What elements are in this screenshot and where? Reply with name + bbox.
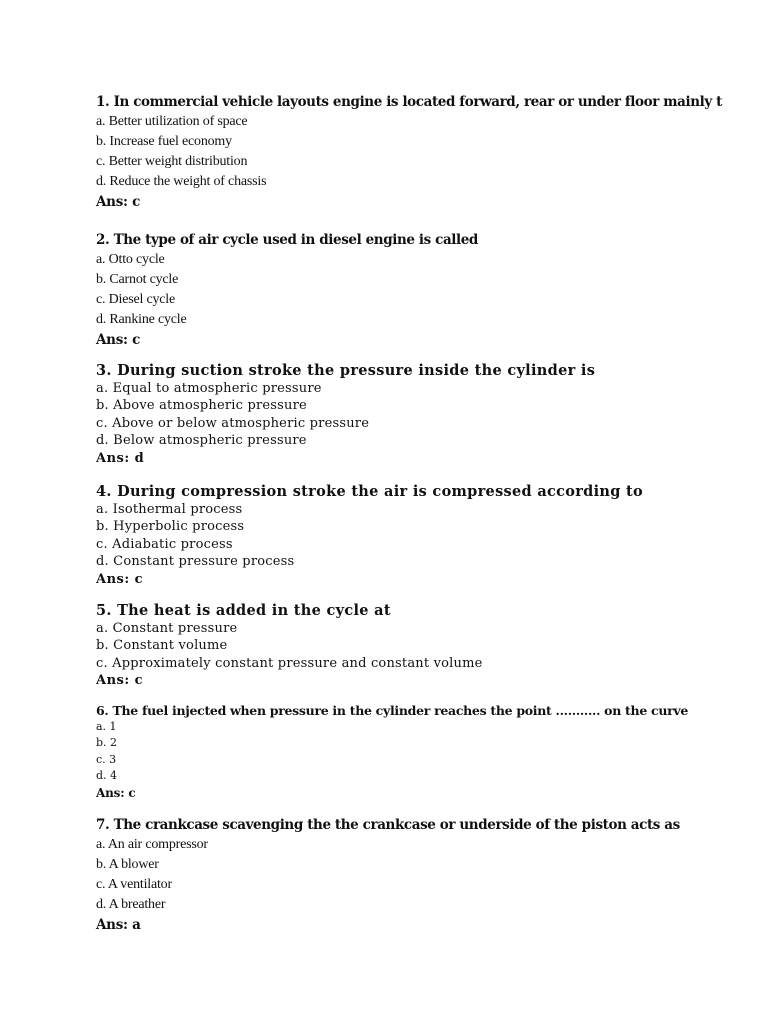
answer: Ans: c (96, 194, 140, 210)
question-2 (96, 230, 746, 350)
question-1 (96, 92, 746, 212)
option-d: d. Constant pressure process (96, 554, 295, 570)
answer: Ans: a (96, 916, 141, 933)
answer: Ans: c (96, 673, 144, 689)
question-6 (96, 702, 746, 802)
question-7 (96, 815, 746, 935)
question-title: 7. The crankcase scavenging the the crankcase or underside of the piston acts as (96, 816, 680, 833)
option-b: b. Hyperbolic process (96, 519, 245, 535)
question-title: 6. The fuel injected when pressure in the cylinder reaches the point ........... on the curve (96, 702, 689, 718)
question-title: 2. The type of air cycle used in diesel engine is called (96, 232, 478, 248)
question-4 (96, 483, 746, 588)
document-page (96, 84, 746, 935)
question-title: 1. In commercial vehicle layouts engine is located forward, rear or under floor mainly t (96, 94, 722, 110)
option-d: d. A breather (96, 896, 166, 912)
option-c: c. Diesel cycle (96, 292, 176, 307)
option-a: a. Better utilization of space (96, 114, 248, 129)
option-b: b. 2 (96, 736, 118, 750)
option-b: b. Carnot cycle (96, 272, 179, 287)
option-c: c. Approximately constant pressure and constant volume (96, 655, 483, 671)
answer: Ans: d (96, 450, 145, 466)
option-d: d. 4 (96, 769, 118, 783)
option-a: a. Equal to atmospheric pressure (96, 381, 322, 396)
question-5 (96, 602, 746, 690)
option-d: d. Reduce the weight of chassis (96, 174, 267, 189)
option-b: b. Constant volume (96, 638, 228, 654)
option-a: a. Otto cycle (96, 252, 165, 267)
option-a: a. Isothermal process (96, 502, 243, 518)
option-c: c. Above or below atmospheric pressure (96, 415, 370, 431)
option-b: b. Increase fuel economy (96, 134, 232, 149)
option-b: b. A blower (96, 856, 159, 872)
question-title: 5. The heat is added in the cycle at (96, 602, 391, 620)
question-3 (96, 362, 746, 467)
answer: Ans: c (96, 332, 140, 348)
option-b: b. Above atmospheric pressure (96, 398, 307, 414)
option-a: a. 1 (96, 719, 117, 733)
question-title: 3. During suction stroke the pressure inside the cylinder is (96, 362, 596, 379)
option-c: c. 3 (96, 752, 117, 766)
option-a: a. Constant pressure (96, 621, 238, 637)
option-d: d. Below atmospheric pressure (96, 433, 307, 449)
option-d: d. Rankine cycle (96, 312, 187, 327)
answer: Ans: c (96, 571, 144, 587)
option-c: c. Better weight distribution (96, 154, 248, 169)
option-a: a. An air compressor (96, 836, 208, 852)
answer: Ans: c (96, 785, 136, 800)
option-c: c. Adiabatic process (96, 536, 233, 552)
option-c: c. A ventilator (96, 876, 172, 892)
question-title: 4. During compression stroke the air is compressed according to (96, 483, 644, 501)
